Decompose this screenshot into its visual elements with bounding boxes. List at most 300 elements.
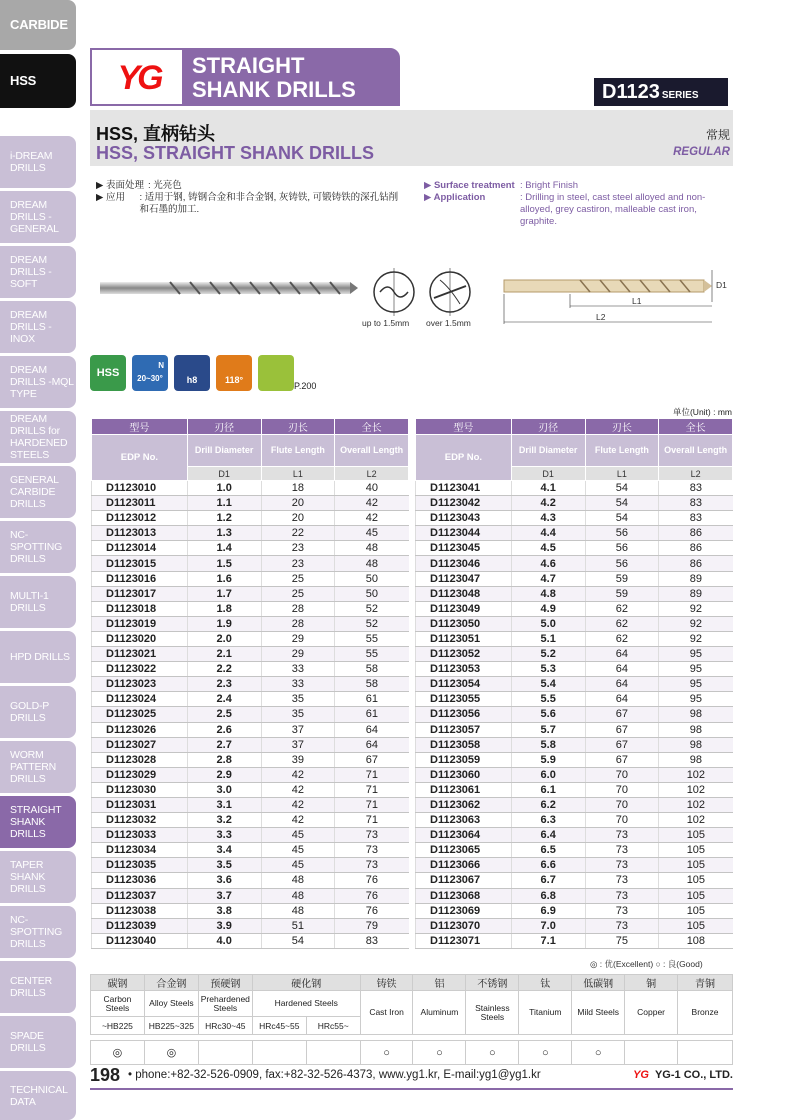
table-row bbox=[416, 888, 733, 903]
table-row bbox=[416, 677, 733, 692]
cell-edp: D1123056 bbox=[416, 707, 512, 722]
cell-l1: 54 bbox=[585, 511, 659, 526]
mat-en: Carbon Steels bbox=[91, 991, 145, 1017]
cell-edp: D1123020 bbox=[92, 631, 188, 646]
table-row bbox=[92, 496, 409, 511]
cell-l2: 71 bbox=[335, 797, 409, 812]
drill-table-right bbox=[415, 418, 733, 949]
side-tab-label: HPD DRILLS bbox=[10, 651, 70, 663]
cell-d1: 3.2 bbox=[187, 813, 261, 828]
cell-l1: 64 bbox=[585, 677, 659, 692]
caption-d1: D1 bbox=[716, 280, 727, 290]
table-row bbox=[416, 858, 733, 873]
cell-edp: D1123016 bbox=[92, 571, 188, 586]
cell-l1: 67 bbox=[585, 707, 659, 722]
side-tab[interactable] bbox=[0, 796, 76, 848]
side-tab[interactable] bbox=[0, 741, 76, 793]
header-banner bbox=[90, 48, 400, 106]
table-row bbox=[92, 601, 409, 616]
side-tab[interactable] bbox=[0, 686, 76, 738]
table-row bbox=[416, 541, 733, 556]
cell-edp: D1123071 bbox=[416, 933, 512, 948]
mat-en: Copper bbox=[625, 991, 678, 1035]
side-tab[interactable] bbox=[0, 411, 76, 463]
col-sym-l1: L1 bbox=[585, 467, 659, 481]
table-row bbox=[92, 692, 409, 707]
col-cn-l1: 刃长 bbox=[261, 419, 335, 435]
table-row bbox=[416, 722, 733, 737]
mat-cn: 合金钢 bbox=[144, 975, 198, 991]
side-tab-label: DREAM DRILLS -MQL TYPE bbox=[10, 364, 74, 400]
cell-edp: D1123018 bbox=[92, 601, 188, 616]
cell-l2: 102 bbox=[659, 767, 733, 782]
cell-edp: D1123055 bbox=[416, 692, 512, 707]
side-tab-label: DREAM DRILLS for HARDENED STEELS bbox=[10, 413, 68, 461]
mat-rating: ○ bbox=[360, 1041, 413, 1065]
col-en-l2: Overall Length bbox=[335, 435, 409, 467]
cell-edp: D1123033 bbox=[92, 828, 188, 843]
col-sym-d1: D1 bbox=[511, 467, 585, 481]
table-row bbox=[416, 903, 733, 918]
cell-l1: 56 bbox=[585, 541, 659, 556]
cell-l1: 67 bbox=[585, 737, 659, 752]
cell-l2: 52 bbox=[335, 601, 409, 616]
cell-d1: 3.9 bbox=[187, 918, 261, 933]
col-cn-edp: 型号 bbox=[416, 419, 512, 435]
cell-d1: 5.4 bbox=[511, 677, 585, 692]
col-cn-l1: 刃长 bbox=[585, 419, 659, 435]
side-tab-label: DREAM DRILLS -SOFT bbox=[10, 254, 52, 290]
mat-en: Bronze bbox=[678, 991, 733, 1035]
cell-l1: 70 bbox=[585, 813, 659, 828]
cell-d1: 3.6 bbox=[187, 873, 261, 888]
table-row bbox=[416, 586, 733, 601]
cell-l1: 33 bbox=[261, 677, 335, 692]
table-row bbox=[416, 843, 733, 858]
side-tab[interactable] bbox=[0, 136, 76, 188]
cell-l1: 54 bbox=[261, 933, 335, 948]
series-label: SERIES bbox=[661, 90, 699, 101]
cell-d1: 2.8 bbox=[187, 752, 261, 767]
side-tab-label: NC-SPOTTING DRILLS bbox=[10, 529, 63, 565]
cell-l2: 92 bbox=[659, 601, 733, 616]
cell-l2: 98 bbox=[659, 707, 733, 722]
side-tab-label: TECHNICAL DATA bbox=[10, 1083, 68, 1108]
mat-en: Titanium bbox=[519, 991, 572, 1035]
cell-l1: 73 bbox=[585, 903, 659, 918]
side-tab-label: TAPER SHANK DRILLS bbox=[10, 859, 46, 895]
chinese-regular-label: 常规 bbox=[705, 128, 730, 142]
mat-cn: 铜 bbox=[625, 975, 678, 991]
table-row bbox=[92, 782, 409, 797]
cell-l2: 45 bbox=[335, 526, 409, 541]
cell-d1: 6.4 bbox=[511, 828, 585, 843]
mat-hardness: HRc30~45 bbox=[198, 1017, 252, 1035]
cell-d1: 1.9 bbox=[187, 616, 261, 631]
cell-d1: 5.9 bbox=[511, 752, 585, 767]
cell-d1: 2.2 bbox=[187, 662, 261, 677]
cell-l1: 48 bbox=[261, 903, 335, 918]
cell-edp: D1123021 bbox=[92, 647, 188, 662]
cell-l1: 56 bbox=[585, 556, 659, 571]
cell-d1: 6.3 bbox=[511, 813, 585, 828]
table-row bbox=[92, 873, 409, 888]
table-row bbox=[416, 737, 733, 752]
cell-l1: 56 bbox=[585, 526, 659, 541]
cell-d1: 1.5 bbox=[187, 556, 261, 571]
cell-edp: D1123039 bbox=[92, 918, 188, 933]
cell-l1: 48 bbox=[261, 888, 335, 903]
tolerance-icon bbox=[174, 355, 210, 391]
cell-l1: 45 bbox=[261, 843, 335, 858]
table-row bbox=[92, 647, 409, 662]
cell-l2: 98 bbox=[659, 737, 733, 752]
mat-cn: 低碳钢 bbox=[572, 975, 625, 991]
cell-l2: 92 bbox=[659, 616, 733, 631]
cell-edp: D1123050 bbox=[416, 616, 512, 631]
table-row bbox=[92, 526, 409, 541]
cell-l1: 51 bbox=[261, 918, 335, 933]
cell-d1: 2.0 bbox=[187, 631, 261, 646]
mat-rating: ○ bbox=[519, 1041, 572, 1065]
cell-l2: 76 bbox=[335, 873, 409, 888]
side-tab-label: MULTI-1 DRILLS bbox=[10, 590, 49, 614]
cell-edp: D1123030 bbox=[92, 782, 188, 797]
mat-cn: 钛 bbox=[519, 975, 572, 991]
helix-type-label: N bbox=[158, 361, 164, 370]
cell-edp: D1123046 bbox=[416, 556, 512, 571]
table-row bbox=[92, 918, 409, 933]
side-tab[interactable] bbox=[0, 1016, 76, 1068]
cell-d1: 7.1 bbox=[511, 933, 585, 948]
cell-l2: 102 bbox=[659, 813, 733, 828]
cell-l2: 73 bbox=[335, 843, 409, 858]
drill-table-left bbox=[91, 418, 409, 949]
cell-l2: 83 bbox=[659, 481, 733, 496]
side-tab[interactable] bbox=[0, 1071, 76, 1120]
cell-l1: 70 bbox=[585, 797, 659, 812]
cell-edp: D1123035 bbox=[92, 858, 188, 873]
side-tab-label: DREAM DRILLS -INOX bbox=[10, 309, 52, 345]
cell-d1: 6.6 bbox=[511, 858, 585, 873]
table-row bbox=[92, 722, 409, 737]
table-row bbox=[416, 752, 733, 767]
cell-l2: 105 bbox=[659, 828, 733, 843]
cell-d1: 1.8 bbox=[187, 601, 261, 616]
table-row bbox=[416, 496, 733, 511]
cell-edp: D1123012 bbox=[92, 511, 188, 526]
mat-rating: ○ bbox=[572, 1041, 625, 1065]
cell-d1: 3.0 bbox=[187, 782, 261, 797]
cell-edp: D1123070 bbox=[416, 918, 512, 933]
cell-l1: 45 bbox=[261, 858, 335, 873]
cell-l1: 37 bbox=[261, 722, 335, 737]
table-row bbox=[416, 631, 733, 646]
footer bbox=[90, 1060, 733, 1090]
side-tab[interactable] bbox=[0, 961, 76, 1013]
cell-l1: 33 bbox=[261, 662, 335, 677]
cell-l2: 73 bbox=[335, 858, 409, 873]
cell-l1: 73 bbox=[585, 858, 659, 873]
side-tab[interactable] bbox=[0, 631, 76, 683]
cell-edp: D1123025 bbox=[92, 707, 188, 722]
cross-section-large-icon bbox=[426, 268, 474, 316]
cell-l1: 25 bbox=[261, 571, 335, 586]
mat-hardness: HRc45~55 bbox=[252, 1017, 306, 1035]
cell-l1: 67 bbox=[585, 722, 659, 737]
point-angle-label: 118° bbox=[224, 375, 244, 385]
side-tabs bbox=[0, 0, 76, 1120]
side-tab[interactable] bbox=[0, 246, 76, 298]
caption-up-to: up to 1.5mm bbox=[362, 318, 410, 328]
contact-info: • phone:+82-32-526-0909, fax:+82-32-526-4373, www.yg1.kr, E-mail:yg1@yg1.kr bbox=[128, 1069, 541, 1081]
cell-d1: 3.3 bbox=[187, 828, 261, 843]
cell-d1: 4.3 bbox=[511, 511, 585, 526]
cell-edp: D1123066 bbox=[416, 858, 512, 873]
side-tab[interactable] bbox=[0, 356, 76, 408]
cell-d1: 1.4 bbox=[187, 541, 261, 556]
cell-d1: 5.1 bbox=[511, 631, 585, 646]
cell-edp: D1123051 bbox=[416, 631, 512, 646]
cell-d1: 1.1 bbox=[187, 496, 261, 511]
material-table bbox=[90, 974, 733, 1065]
cell-d1: 3.5 bbox=[187, 858, 261, 873]
cell-edp: D1123042 bbox=[416, 496, 512, 511]
cell-d1: 6.8 bbox=[511, 888, 585, 903]
mat-hardness: ~HB225 bbox=[91, 1017, 145, 1035]
cell-d1: 5.3 bbox=[511, 662, 585, 677]
cell-edp: D1123062 bbox=[416, 797, 512, 812]
table-row bbox=[92, 903, 409, 918]
table-row bbox=[416, 616, 733, 631]
cell-edp: D1123057 bbox=[416, 722, 512, 737]
cell-d1: 2.6 bbox=[187, 722, 261, 737]
page-number: 198 bbox=[90, 1065, 121, 1085]
mat-hardness: HRc55~ bbox=[306, 1017, 360, 1035]
cell-edp: D1123047 bbox=[416, 571, 512, 586]
cell-l1: 42 bbox=[261, 767, 335, 782]
side-tab[interactable] bbox=[0, 466, 76, 518]
cell-l2: 55 bbox=[335, 631, 409, 646]
page-reference: P.200 bbox=[294, 381, 317, 391]
chinese-title: HSS, 直柄钻头 bbox=[96, 124, 216, 144]
table-row bbox=[416, 571, 733, 586]
side-tab[interactable] bbox=[0, 521, 76, 573]
table-row bbox=[92, 858, 409, 873]
cell-l2: 58 bbox=[335, 677, 409, 692]
mat-rating: ○ bbox=[466, 1041, 519, 1065]
cell-d1: 3.8 bbox=[187, 903, 261, 918]
table-row bbox=[416, 556, 733, 571]
spec-en-key: ▶ Surface treatment bbox=[424, 180, 515, 191]
table-row bbox=[92, 813, 409, 828]
table-row bbox=[92, 662, 409, 677]
cell-l1: 64 bbox=[585, 692, 659, 707]
side-tab-label: CENTER DRILLS bbox=[10, 975, 52, 999]
cell-d1: 1.6 bbox=[187, 571, 261, 586]
cell-l1: 23 bbox=[261, 556, 335, 571]
cell-l2: 98 bbox=[659, 722, 733, 737]
cell-l1: 42 bbox=[261, 813, 335, 828]
cell-d1: 1.3 bbox=[187, 526, 261, 541]
cell-d1: 3.4 bbox=[187, 843, 261, 858]
cell-d1: 2.9 bbox=[187, 767, 261, 782]
side-tab-label: i-DREAM DRILLS bbox=[10, 150, 53, 174]
col-sym-l2: L2 bbox=[659, 467, 733, 481]
spec-en-value: : Bright Finish bbox=[520, 180, 579, 191]
cell-d1: 4.2 bbox=[511, 496, 585, 511]
mat-rating: ○ bbox=[413, 1041, 466, 1065]
col-cn-d1: 刃径 bbox=[187, 419, 261, 435]
col-sym-l1: L1 bbox=[261, 467, 335, 481]
cell-l2: 50 bbox=[335, 586, 409, 601]
cell-l2: 40 bbox=[335, 481, 409, 496]
cell-edp: D1123043 bbox=[416, 511, 512, 526]
cell-d1: 3.1 bbox=[187, 797, 261, 812]
spec-english bbox=[424, 180, 736, 228]
mat-en: Stainless Steels bbox=[466, 991, 519, 1035]
side-tab[interactable] bbox=[0, 54, 76, 108]
tolerance-label: h8 bbox=[186, 375, 198, 385]
drill-photo bbox=[100, 264, 360, 324]
cell-l2: 92 bbox=[659, 631, 733, 646]
cell-l1: 22 bbox=[261, 526, 335, 541]
cell-l1: 42 bbox=[261, 797, 335, 812]
mat-en: Mild Steels bbox=[572, 991, 625, 1035]
cell-d1: 4.1 bbox=[511, 481, 585, 496]
table-row bbox=[92, 571, 409, 586]
cell-l2: 48 bbox=[335, 541, 409, 556]
cell-l1: 70 bbox=[585, 767, 659, 782]
cell-l2: 64 bbox=[335, 737, 409, 752]
cell-edp: D1123013 bbox=[92, 526, 188, 541]
cell-l2: 50 bbox=[335, 571, 409, 586]
side-tab-label: GENERAL CARBIDE DRILLS bbox=[10, 474, 59, 510]
cell-l2: 95 bbox=[659, 677, 733, 692]
side-tab[interactable] bbox=[0, 191, 76, 243]
english-title: HSS, STRAIGHT SHANK DRILLS bbox=[96, 143, 375, 163]
cell-l2: 83 bbox=[335, 933, 409, 948]
cell-edp: D1123010 bbox=[92, 481, 188, 496]
side-tab[interactable] bbox=[0, 301, 76, 353]
cell-d1: 6.1 bbox=[511, 782, 585, 797]
side-tab[interactable] bbox=[0, 0, 76, 50]
cell-d1: 2.1 bbox=[187, 647, 261, 662]
cell-d1: 5.2 bbox=[511, 647, 585, 662]
cell-edp: D1123019 bbox=[92, 616, 188, 631]
cell-d1: 6.5 bbox=[511, 843, 585, 858]
cell-edp: D1123023 bbox=[92, 677, 188, 692]
table-row bbox=[416, 767, 733, 782]
cell-d1: 5.5 bbox=[511, 692, 585, 707]
cell-l2: 61 bbox=[335, 692, 409, 707]
cell-l2: 105 bbox=[659, 903, 733, 918]
table-row bbox=[92, 888, 409, 903]
cell-l1: 73 bbox=[585, 843, 659, 858]
cell-edp: D1123067 bbox=[416, 873, 512, 888]
cell-d1: 5.0 bbox=[511, 616, 585, 631]
cell-l1: 45 bbox=[261, 828, 335, 843]
cell-l1: 28 bbox=[261, 616, 335, 631]
col-cn-l2: 全长 bbox=[335, 419, 409, 435]
yg-logo: YG bbox=[96, 58, 182, 98]
cell-l2: 102 bbox=[659, 782, 733, 797]
col-sym-l2: L2 bbox=[335, 467, 409, 481]
cell-edp: D1123061 bbox=[416, 782, 512, 797]
mat-hardness: HB225~325 bbox=[144, 1017, 198, 1035]
cell-l2: 42 bbox=[335, 511, 409, 526]
cell-d1: 5.8 bbox=[511, 737, 585, 752]
unit-label: 单位(Unit) : mm bbox=[672, 407, 732, 417]
spec-cn-value: : 适用于钢, 铸钢合金和非合金钢, 灰铸铁, 可锻铸铁的深孔钻削和石墨的加工. bbox=[139, 192, 399, 215]
cell-l2: 71 bbox=[335, 813, 409, 828]
table-row bbox=[416, 828, 733, 843]
cell-edp: D1123052 bbox=[416, 647, 512, 662]
table-row bbox=[92, 737, 409, 752]
side-tab-label: DREAM DRILLS -GENERAL bbox=[10, 199, 59, 235]
spec-cn-value: : 光亮色 bbox=[148, 180, 182, 191]
table-row bbox=[416, 918, 733, 933]
table-row bbox=[92, 481, 409, 496]
table-row bbox=[92, 677, 409, 692]
table-row bbox=[416, 662, 733, 677]
cell-l2: 79 bbox=[335, 918, 409, 933]
cell-l2: 86 bbox=[659, 556, 733, 571]
drill-images bbox=[90, 244, 740, 334]
spec-chinese bbox=[96, 180, 406, 216]
cell-l2: 73 bbox=[335, 828, 409, 843]
side-tab[interactable] bbox=[0, 851, 76, 903]
cell-l2: 58 bbox=[335, 662, 409, 677]
col-cn-d1: 刃径 bbox=[511, 419, 585, 435]
cell-l1: 54 bbox=[585, 481, 659, 496]
cell-d1: 6.9 bbox=[511, 903, 585, 918]
side-tab[interactable] bbox=[0, 906, 76, 958]
helix-angle-label: 20~30° bbox=[137, 374, 163, 383]
cell-edp: D1123059 bbox=[416, 752, 512, 767]
drill-dimension-drawing bbox=[500, 244, 730, 334]
cell-edp: D1123022 bbox=[92, 662, 188, 677]
cell-edp: D1123036 bbox=[92, 873, 188, 888]
mat-en: Prehardened Steels bbox=[198, 991, 252, 1017]
caption-l1: L1 bbox=[632, 296, 642, 306]
company-label: YG-1 CO., LTD. bbox=[654, 1069, 733, 1081]
col-cn-edp: 型号 bbox=[92, 419, 188, 435]
cell-d1: 1.0 bbox=[187, 481, 261, 496]
spec-cn-key: ▶ 表面处理 bbox=[96, 180, 144, 191]
cell-l2: 105 bbox=[659, 888, 733, 903]
cell-edp: D1123038 bbox=[92, 903, 188, 918]
series-code: D1123 bbox=[602, 81, 660, 103]
cell-d1: 2.5 bbox=[187, 707, 261, 722]
cell-edp: D1123024 bbox=[92, 692, 188, 707]
table-row bbox=[416, 647, 733, 662]
col-en-edp: EDP No. bbox=[92, 435, 188, 481]
col-en-l1: Flute Length bbox=[585, 435, 659, 467]
cell-l1: 20 bbox=[261, 511, 335, 526]
cell-l2: 83 bbox=[659, 511, 733, 526]
cell-d1: 4.0 bbox=[187, 933, 261, 948]
cell-d1: 2.7 bbox=[187, 737, 261, 752]
cell-d1: 4.6 bbox=[511, 556, 585, 571]
cell-l1: 64 bbox=[585, 647, 659, 662]
cell-l1: 29 bbox=[261, 631, 335, 646]
mat-cn: 青铜 bbox=[678, 975, 733, 991]
cell-l1: 25 bbox=[261, 586, 335, 601]
side-tab[interactable] bbox=[0, 576, 76, 628]
cell-d1: 3.7 bbox=[187, 888, 261, 903]
cell-edp: D1123014 bbox=[92, 541, 188, 556]
